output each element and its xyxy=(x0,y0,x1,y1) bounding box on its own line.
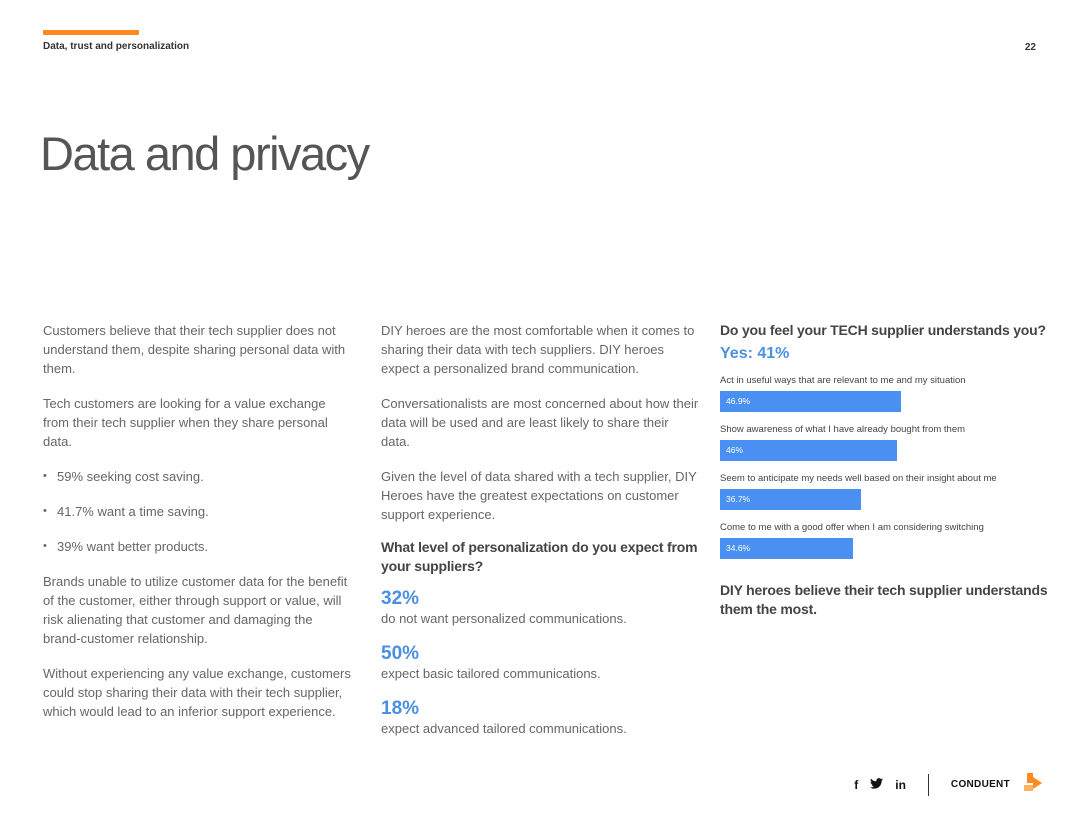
chart-category-label: Come to me with a good offer when I am considering switching xyxy=(720,522,984,533)
chart-bar: 46.9% xyxy=(720,391,901,412)
chart-bar-item xyxy=(720,473,1050,510)
chart-bar-item xyxy=(720,522,1050,559)
paragraph: Customers believe that their tech supplier does not understand them, despite sharing personal data with them. xyxy=(43,323,346,376)
stat-value: 32% xyxy=(381,588,420,609)
chart-category-label: Act in useful ways that are relevant to me and my situation xyxy=(720,375,966,386)
chart-bar-item xyxy=(720,424,1050,461)
stat-description: expect advanced tailored communications. xyxy=(381,721,627,736)
bullet-list xyxy=(43,467,353,556)
section-label: Data, trust and personalization xyxy=(43,41,190,52)
chart-bar-track xyxy=(720,391,1080,412)
chart-bar-track xyxy=(720,538,1080,559)
paragraph: Tech customers are looking for a value exchange from their tech supplier when they share personal data. xyxy=(43,396,328,449)
stat-block xyxy=(381,643,701,682)
stat-value: 50% xyxy=(381,643,420,664)
yes-stat: Yes: 41% xyxy=(720,345,790,362)
conduent-logo-icon xyxy=(1022,771,1044,798)
column-left xyxy=(43,321,353,737)
chart-bar: 34.6% xyxy=(720,538,853,559)
header-accent-bar xyxy=(43,30,139,35)
paragraph: Without experiencing any value exchange, customers could stop sharing their data with their tech supplier, which would lead to an inferior support experience. xyxy=(43,666,351,719)
chart-bar: 46% xyxy=(720,440,897,461)
page-number: 22 xyxy=(1024,42,1036,53)
bullet-item: • 59% seeking cost saving. xyxy=(43,467,353,486)
linkedin-icon[interactable]: in xyxy=(895,777,906,792)
twitter-icon[interactable] xyxy=(870,778,883,792)
chart-category-label: Seem to anticipate my needs well based on their insight about me xyxy=(720,473,997,484)
chart-bar-item xyxy=(720,375,1050,412)
stat-description: do not want personalized communications. xyxy=(381,611,627,626)
facebook-icon[interactable]: f xyxy=(854,777,859,792)
chart-bar-track xyxy=(720,489,1080,510)
chart-bar-track xyxy=(720,440,1080,461)
bullet-item: • 39% want better products. xyxy=(43,537,353,556)
bar-chart xyxy=(720,375,1050,559)
understanding-question: Do you feel your TECH supplier understands you? xyxy=(720,322,1046,338)
column-right xyxy=(720,321,1050,619)
footer-divider xyxy=(928,774,929,796)
chart-category-label: Show awareness of what I have already bought from them xyxy=(720,424,966,435)
paragraph: Conversationalists are most concerned about how their data will be used and are least likely to share their data. xyxy=(381,396,699,449)
page-title: Data and privacy xyxy=(40,127,369,180)
stat-block xyxy=(381,698,701,737)
footer xyxy=(854,771,1044,798)
conclusion-text: DIY heroes believe their tech supplier understands them the most. xyxy=(720,582,1048,617)
column-middle xyxy=(381,321,701,753)
bullet-item: • 41.7% want a time saving. xyxy=(43,502,353,521)
stat-value: 18% xyxy=(381,698,420,719)
stat-description: expect basic tailored communications. xyxy=(381,666,601,681)
chart-bar: 36.7% xyxy=(720,489,861,510)
personalization-question: What level of personalization do you expect from your suppliers? xyxy=(381,539,698,574)
paragraph: DIY heroes are the most comfortable when it comes to sharing their data with tech suppliers. DIY heroes expect a personalized brand communication. xyxy=(381,323,695,376)
brand-logo-text: CONDUENT xyxy=(950,779,1010,790)
paragraph: Given the level of data shared with a tech supplier, DIY Heroes have the greatest expectations on customer support experience. xyxy=(381,469,697,522)
stat-block xyxy=(381,588,701,627)
paragraph: Brands unable to utilize customer data for the benefit of the customer, either through support or value, will risk alienating that customer and damaging the brand-customer relationship. xyxy=(43,574,348,646)
